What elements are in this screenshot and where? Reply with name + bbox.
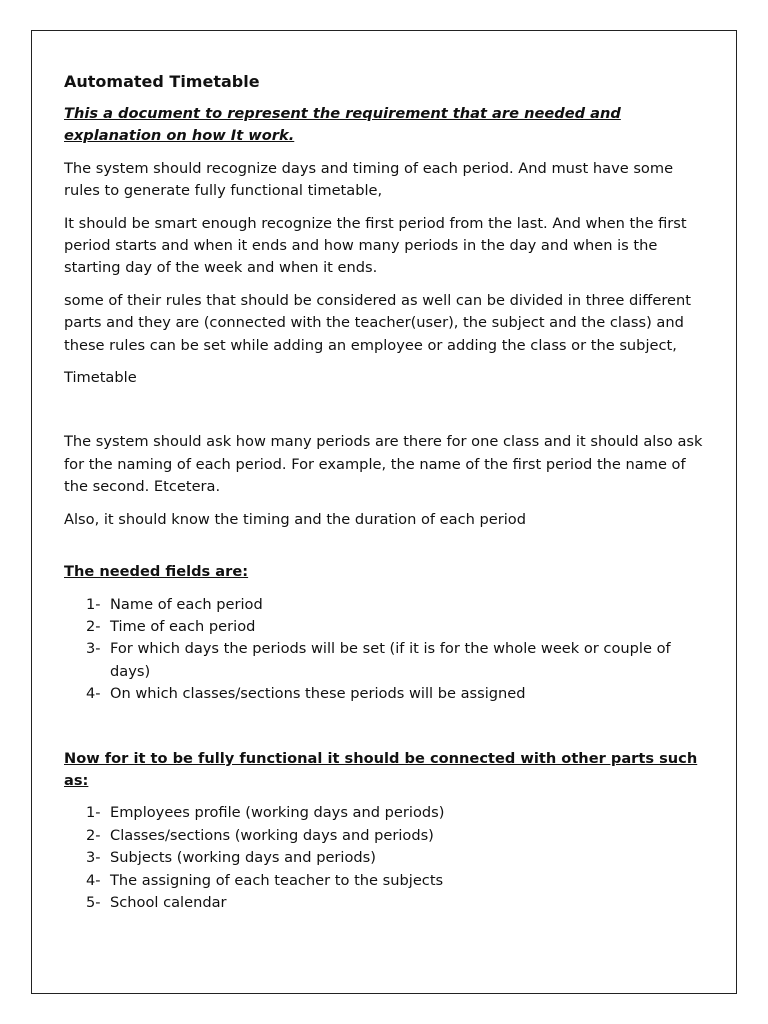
list-number: 3- [86,849,101,867]
list-item-text: Employees profile (working days and periods) [110,804,445,822]
spacer [64,541,704,561]
list-item-text: The assigning of each teacher to the subjects [110,871,444,889]
list-item-text: For which days the periods will be set (if it is for the whole week or couple of days) [110,640,671,680]
list-item [64,802,704,824]
list-item [64,638,704,683]
paragraph-recognize-days: The system should recognize days and timing of each period. And must have some rules to generate fully functional timetable, [64,159,674,200]
list-item [64,825,704,847]
list-number: 2- [86,617,101,635]
list-item-text: School calendar [110,893,227,911]
list-item-text: Subjects (working days and periods) [110,849,376,867]
list-number: 5- [86,893,101,911]
spacer [64,706,704,748]
list-item [64,683,704,705]
list-item [64,847,704,869]
list-number: 1- [86,804,101,822]
list-item-text: Time of each period [110,617,256,635]
list-number: 1- [86,595,101,613]
list-item-text: On which classes/sections these periods will be assigned [110,685,526,703]
paragraph-rules-parts: some of their rules that should be considered as well can be divided in three different parts and they are (connected with the teacher(user), the subject and the class) and these rules can be set while adding an employee or adding the class or the subject, [64,291,691,354]
fields-heading: The needed fields are: [64,563,249,581]
paragraph-periods-count: The system should ask how many periods are there for one class and it should also ask for the naming of each period. For example, the name of the first period the name of the second. Etcetera. [64,433,703,496]
list-item-text: Name of each period [110,595,263,613]
spacer [64,399,704,431]
list-item [64,594,704,616]
list-number: 4- [86,871,101,889]
list-number: 3- [86,640,101,658]
list-item [64,616,704,638]
list-number: 4- [86,685,101,703]
document-body [64,70,704,914]
paragraph-timing-duration: Also, it should know the timing and the duration of each period [64,510,527,528]
document-subtitle: This a document to represent the requirement that are needed and explanation on how It work. [64,105,621,145]
fields-list [64,594,704,706]
document-title: Automated Timetable [64,72,260,91]
list-number: 2- [86,826,101,844]
paragraph-timetable-label: Timetable [64,369,137,387]
connect-list [64,802,704,914]
list-item-text: Classes/sections (working days and periods) [110,826,434,844]
paragraph-smart-recognition: It should be smart enough recognize the first period from the last. And when the first period starts and when it ends and how many periods in the day and when is the starting day of the week and when it ends. [64,214,687,277]
connect-heading: Now for it to be fully functional it should be connected with other parts such as: [64,749,698,789]
list-item [64,892,704,914]
list-item [64,870,704,892]
